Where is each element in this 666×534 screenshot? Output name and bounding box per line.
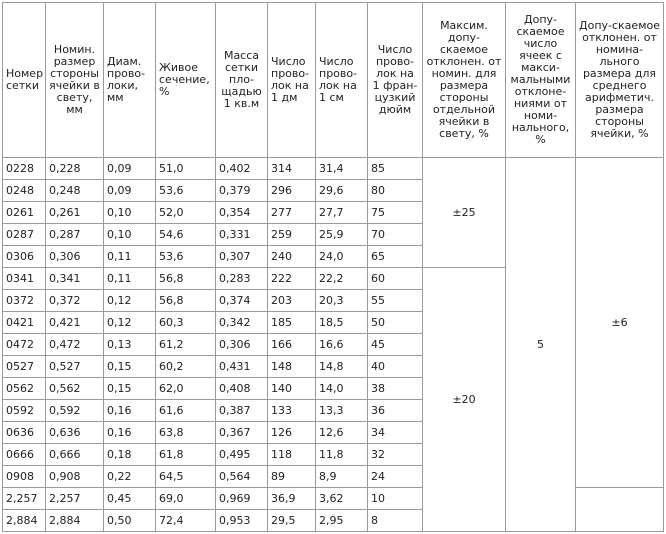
table-cell: 65 [368, 246, 423, 268]
table-cell: 0,45 [104, 488, 156, 510]
table-cell: 0,13 [104, 334, 156, 356]
table-cell: 0,50 [104, 510, 156, 532]
table-cell: 2,95 [316, 510, 368, 532]
table-cell: 0,562 [46, 378, 104, 400]
table-cell: 0,287 [46, 224, 104, 246]
table-cell: 0,18 [104, 444, 156, 466]
table-cell: 29,5 [268, 510, 316, 532]
table-cell: 56,8 [156, 290, 216, 312]
table-cell: 0,379 [216, 180, 268, 202]
table-cell: 0636 [3, 422, 46, 444]
max-deviation-cell: ±25 [423, 158, 506, 268]
table-cell: 72,4 [156, 510, 216, 532]
table-cell: 0,527 [46, 356, 104, 378]
table-cell: 50 [368, 312, 423, 334]
table-cell: 14,0 [316, 378, 368, 400]
table-cell: 60,2 [156, 356, 216, 378]
table-cell: 61,2 [156, 334, 216, 356]
table-cell: 222 [268, 268, 316, 290]
table-cell: 75 [368, 202, 423, 224]
table-cell: 51,0 [156, 158, 216, 180]
header-cell: Число прово-лок на 1 фран-цузкий дюйм [368, 3, 423, 158]
table-cell: 0,11 [104, 246, 156, 268]
table-cell: 25,9 [316, 224, 368, 246]
table-cell: 89 [268, 466, 316, 488]
table-cell: 133 [268, 400, 316, 422]
table-cell: 0,12 [104, 312, 156, 334]
table-cell: 2,884 [46, 510, 104, 532]
table-cell: 61,8 [156, 444, 216, 466]
table-cell: 0592 [3, 400, 46, 422]
table-cell: 0248 [3, 180, 46, 202]
table-cell: 2,884 [3, 510, 46, 532]
table-cell: 8 [368, 510, 423, 532]
header-cell: Номин. размер стороны ячейки в свету, мм [46, 3, 104, 158]
table-cell: 148 [268, 356, 316, 378]
table-cell: 118 [268, 444, 316, 466]
table-cell: 0,666 [46, 444, 104, 466]
max-deviation-cell: ±20 [423, 268, 506, 532]
header-cell: Диам. прово-локи, мм [104, 3, 156, 158]
table-cell: 0287 [3, 224, 46, 246]
header-cell: Масса сетки пло-щадью 1 кв.м [216, 3, 268, 158]
table-cell: 45 [368, 334, 423, 356]
table-cell: 0,421 [46, 312, 104, 334]
table-cell: 52,0 [156, 202, 216, 224]
table-cell: 54,6 [156, 224, 216, 246]
table-cell: 0,12 [104, 290, 156, 312]
table-cell: 0341 [3, 268, 46, 290]
table-cell: 63,8 [156, 422, 216, 444]
table-cell: 34 [368, 422, 423, 444]
table-cell: 0,248 [46, 180, 104, 202]
table-cell: 0,261 [46, 202, 104, 224]
table-cell: 53,6 [156, 246, 216, 268]
table-cell: 0,331 [216, 224, 268, 246]
table-cell: 85 [368, 158, 423, 180]
header-row [3, 3, 664, 158]
table-cell: 0,283 [216, 268, 268, 290]
table-cell: 18,5 [316, 312, 368, 334]
table-cell: 0,408 [216, 378, 268, 400]
table-cell: 314 [268, 158, 316, 180]
table-cell: 69,0 [156, 488, 216, 510]
table-cell: 0,908 [46, 466, 104, 488]
table-cell: 166 [268, 334, 316, 356]
table-cell: 64,5 [156, 466, 216, 488]
table-cell: 0,16 [104, 400, 156, 422]
table-cell: 259 [268, 224, 316, 246]
table-cell: 0,228 [46, 158, 104, 180]
table-cell: 0,564 [216, 466, 268, 488]
table-cell: 0,15 [104, 356, 156, 378]
header-cell: Максим. допу-скаемое отклонен. от номин. для размера стороны отдельной ячейки в свету, % [423, 3, 506, 158]
header-cell: Число прово-лок на 1 дм [268, 3, 316, 158]
table-cell: 0,09 [104, 158, 156, 180]
table-cell: 0,22 [104, 466, 156, 488]
table-cell: 40 [368, 356, 423, 378]
header-cell: Допу-скаемое отклонен. от номина-льного размера для среднего арифметич. размера стороны ячейки, % [576, 3, 664, 158]
table-cell: 0,341 [46, 268, 104, 290]
table-cell: 53,6 [156, 180, 216, 202]
header-cell: Число прово-лок на 1 см [316, 3, 368, 158]
table-cell: 0,10 [104, 224, 156, 246]
table-cell: 0306 [3, 246, 46, 268]
mesh-table [2, 2, 664, 532]
table-cell: 0,306 [46, 246, 104, 268]
table-cell: 0261 [3, 202, 46, 224]
table-cell: 12,6 [316, 422, 368, 444]
table-cell: 0,592 [46, 400, 104, 422]
table-body [3, 158, 664, 532]
mean-deviation-cell: ±6 [576, 158, 664, 488]
table-cell: 0472 [3, 334, 46, 356]
table-cell: 8,9 [316, 466, 368, 488]
table-cell: 38 [368, 378, 423, 400]
table-cell: 0,374 [216, 290, 268, 312]
table-cell: 0421 [3, 312, 46, 334]
table-cell: 0,306 [216, 334, 268, 356]
table-cell: 0,354 [216, 202, 268, 224]
table-cell: 0,09 [104, 180, 156, 202]
table-cell: 140 [268, 378, 316, 400]
table-cell: 61,6 [156, 400, 216, 422]
table-cell: 60 [368, 268, 423, 290]
table-cell: 29,6 [316, 180, 368, 202]
allowed-count-cell: 5 [506, 158, 576, 532]
table-cell: 0,367 [216, 422, 268, 444]
table-cell: 203 [268, 290, 316, 312]
empty-cell [576, 488, 664, 532]
table-cell: 0,402 [216, 158, 268, 180]
header-cell: Допу-скаемое число ячеек с макси-мальными отклоне-ниями от номи-нального, % [506, 3, 576, 158]
table-cell: 24,0 [316, 246, 368, 268]
table-cell: 0,16 [104, 422, 156, 444]
table-cell: 27,7 [316, 202, 368, 224]
table-cell: 277 [268, 202, 316, 224]
table-cell: 32 [368, 444, 423, 466]
table-cell: 22,2 [316, 268, 368, 290]
table-cell: 80 [368, 180, 423, 202]
table-cell: 16,6 [316, 334, 368, 356]
table-cell: 0,495 [216, 444, 268, 466]
table-cell: 0228 [3, 158, 46, 180]
table-cell: 0,953 [216, 510, 268, 532]
table-cell: 0,307 [216, 246, 268, 268]
table-cell: 0372 [3, 290, 46, 312]
table-cell: 240 [268, 246, 316, 268]
table-cell: 2,257 [3, 488, 46, 510]
table-cell: 185 [268, 312, 316, 334]
table-cell: 2,257 [46, 488, 104, 510]
table-cell: 0,969 [216, 488, 268, 510]
table-cell: 0,636 [46, 422, 104, 444]
table-cell: 0908 [3, 466, 46, 488]
header-cell: Номер сетки [3, 3, 46, 158]
table-cell: 60,3 [156, 312, 216, 334]
table-cell: 55 [368, 290, 423, 312]
table-row [3, 158, 664, 180]
table-cell: 11,8 [316, 444, 368, 466]
table-cell: 36,9 [268, 488, 316, 510]
table-cell: 31,4 [316, 158, 368, 180]
table-cell: 13,3 [316, 400, 368, 422]
table-cell: 0,15 [104, 378, 156, 400]
table-cell: 0,387 [216, 400, 268, 422]
table-cell: 0,472 [46, 334, 104, 356]
table-cell: 0666 [3, 444, 46, 466]
table-cell: 24 [368, 466, 423, 488]
header-cell: Живое сечение, % [156, 3, 216, 158]
table-cell: 126 [268, 422, 316, 444]
table-cell: 0527 [3, 356, 46, 378]
table-cell: 0562 [3, 378, 46, 400]
table-cell: 14,8 [316, 356, 368, 378]
table-cell: 0,431 [216, 356, 268, 378]
table-cell: 62,0 [156, 378, 216, 400]
table-cell: 0,11 [104, 268, 156, 290]
table-cell: 0,10 [104, 202, 156, 224]
table-cell: 296 [268, 180, 316, 202]
table-cell: 20,3 [316, 290, 368, 312]
table-cell: 36 [368, 400, 423, 422]
table-cell: 0,342 [216, 312, 268, 334]
table-cell: 3,62 [316, 488, 368, 510]
table-cell: 10 [368, 488, 423, 510]
table-cell: 0,372 [46, 290, 104, 312]
table-cell: 56,8 [156, 268, 216, 290]
table-cell: 70 [368, 224, 423, 246]
